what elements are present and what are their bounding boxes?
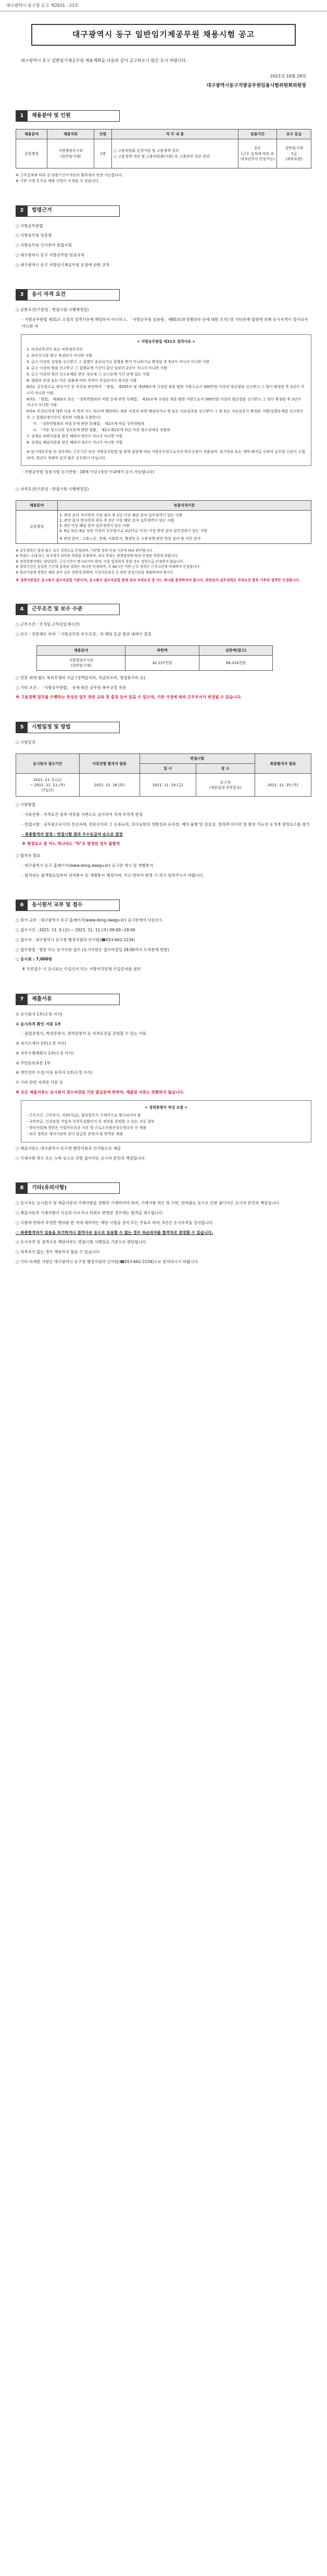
table-cell: 2021. 11. 25.(목) — [255, 774, 311, 797]
box-title: < 경력증명서 작성 요령 > — [144, 1105, 188, 1110]
table-cell: 64,214천원 — [199, 655, 273, 670]
list-item: 3. 3년 이상 해당 분야 실무경력이 있는 사람 — [59, 524, 130, 528]
list-item: ○ 보수 : 연봉제로 하며 「지방공무원 보수규정」의 해당 등급 범위 내에서 결정 — [16, 631, 152, 636]
list-item: ○ 대구광역시 동구 지방공무원 임용규칙 — [16, 252, 84, 257]
section-title: 기타(유의사항) — [32, 1185, 67, 1191]
list-item: ○ 응시자격 및 결격사유 해당여부는 면접시험 시행일을 기준으로 판단합니다. — [16, 1240, 147, 1245]
list-item: 나. 「아동·청소년의 성보호에 관한 법률」 제2조제2호에 따른 아동·청소년대상 성범죄 — [33, 427, 170, 432]
list-item: ※ 우편접수 시 응시료는 수입인지 또는 지방자치단체 수입증지를 첨부 — [22, 967, 141, 971]
career-certificate-box — [21, 1100, 311, 1142]
section-header — [16, 1182, 120, 1194]
table-header: 임용자격기준 — [58, 500, 311, 510]
section-legal-basis — [16, 205, 311, 269]
schedule-lead: ○ 시험일정 — [16, 740, 35, 745]
table-cell: 2021. 11. 16.(화) — [79, 774, 140, 797]
list-item: - 영리사업체 경력은 사업자등록증 사본 및 근로소득원천징수영수증 등 제출 — [27, 1126, 146, 1130]
section-notices — [16, 1182, 311, 1265]
list-item: 6의2. 공무원으로 재직기간 중 직무와 관련하여 「형법」 제355조 및 제356조에 규정된 죄를 범한 사람으로서 300만원 이상의 벌금형을 선고받고 그 형이 확정된 후 2년이 지나지 아니한 사람 — [27, 384, 305, 395]
table-header: 서류전형 합격자 발표 — [79, 753, 140, 773]
section-header — [16, 604, 120, 615]
document-number: 대구광역시 동구청 공고 제2021 - 21호 — [0, 0, 327, 11]
list-item: ⑥ 개인정보 수집·이용 동의서 1부(소정 서식) — [16, 1070, 93, 1075]
list-item: ○ 지방공무원 인사분야 통합지침 — [16, 243, 72, 248]
table-cell: 1명 — [94, 139, 112, 168]
table-header: 일 시 — [140, 764, 196, 774]
list-item: - 최종합격자 결정 : 면접시험 결과 우수등급자 순으로 결정 — [22, 831, 123, 837]
list-item: ○ 기재사항 착오 또는 누락 등으로 인한 불이익은 응시자 본인의 책임입니다. — [16, 1155, 146, 1161]
table-header: 최종합격자 발표 — [255, 753, 311, 773]
table-cell: 2년 (근무 실적에 따라 최대 5년까지 연장가능) — [238, 139, 277, 168]
list-item: ○ 시험에 관하여 부정한 행위를 한 자에 대하여는 해당 시험을 정지 또는 무효로 하며, 5년간 응시자격을 정지합니다. — [16, 1220, 214, 1225]
box-title: < 지방공무원법 제31조 결격사유 > — [136, 339, 196, 344]
list-item: ○ 연봉 외에 별도 복리후생비 지급 (정액급식비, 직급보조비, 명절휴가비 등) — [16, 675, 145, 680]
table-header: 보수 등급 — [277, 129, 311, 139]
list-item: 6의4. 미성년자에 대한 다음 각 목의 어느 하나에 해당하는 죄를 저질러 파면·해임되거나 형 또는 치료감호를 선고받아 그 형 또는 치료감호가 확정된 사람(집행유예를 선고받은 후 그 집행유예기간이 경과한 사람을 포함한다) — [27, 409, 304, 420]
method-lead: ○ 시험방법 — [16, 802, 35, 808]
list-item: - 서류전형 : 자격요건 충족 여부를 서면으로 심사하여 적격·부적격 판정 — [22, 812, 143, 817]
list-item: 2. 관련 분야 학사학위 취득 후 2년 이상 해당 분야 실무경력이 있는 사람 — [59, 518, 174, 523]
announce-lead: ○ 합격자 발표 — [16, 853, 41, 858]
list-item: ④ 직무수행계획서 1부(소정 서식) — [16, 1050, 74, 1056]
table-header: 장 소 — [196, 764, 255, 774]
section-title: 시험일정 및 방법 — [32, 724, 71, 730]
recruitment-table — [16, 129, 311, 168]
page-title: 대구광역시 동구 일반임기제공무원 채용시험 공고 — [31, 24, 296, 46]
section-schedule — [16, 722, 311, 879]
common-requirement-lead: ○ 공통요건(기준일 : 면접시험 시행예정일) — [16, 307, 89, 313]
table-cell: 지방행정주사보 (일반임기제) — [47, 139, 94, 168]
list-item: - 합격자는 합격발표일부터 전자통지 등 개별통지 예정이며, 주소·연락처 변경 시 즉시 알려주시기 바랍니다. — [22, 873, 204, 878]
table-cell: ○ 고용위원회 운영지원 및 고용정책 업무 ○ 고용정책 개선 및 고용위원회(지원) 등 고용관련 업무 관련 — [112, 139, 238, 168]
note-line: ※ 실무경력은 법정 필수 실무 경력으로 인정되며, 기관별 경력 인정 기준에 따라 판단합니다. — [16, 548, 154, 553]
announce-date: 2021년 10월 29일 — [270, 74, 306, 79]
list-item: ○ 원서 교부 : 대구광역시 동구 홈페이지(www.dong.daegu.kr) 공고란에서 다운로드 — [16, 918, 163, 923]
table-header: 면접시험 — [140, 753, 255, 763]
list-item: 2. 파산선고를 받고 복권되지 아니한 사람 — [27, 354, 92, 358]
list-item: ⑤ 주민등록초본 1부 — [16, 1060, 51, 1065]
table-cell: 공통행정 — [16, 511, 58, 544]
list-item: 가. 「성폭력범죄의 처벌 등에 관한 특례법」 제2조에 따른 성폭력범죄 — [33, 422, 145, 426]
list-item: ○ 기타 조건 : 「지방공무원법」 등에 따른 공무원 복무규정 적용 — [16, 685, 127, 690]
qualification-table — [16, 500, 311, 544]
list-item: ○ 기타 자세한 사항은 대구광역시 동구청 행정지원과 인사팀(☎053-662-2234)으로 문의하시기 바랍니다. — [16, 1259, 199, 1264]
list-item: ○ 응시료 : 7,000원 — [16, 957, 53, 962]
section-title: 근무조건 및 보수 수준 — [32, 606, 83, 612]
list-item: - 근무기간, 근무부서, 직위(직급), 담당업무가 구체적으로 명시되어야 함 — [27, 1113, 141, 1118]
section-number: 5 — [16, 722, 28, 733]
list-item: - 외국 경력은 재직기관의 장이 발급한 증명서 및 번역본 제출 — [27, 1132, 123, 1137]
table-cell: 42,137천원 — [125, 655, 199, 670]
note-line: ※ 경력기간은 동일한 기간에 중복된 경력은 하나만 인정하며, 주 40시간 미만 근무 경력은 근무시간에 비례하여 인정합니다. — [16, 565, 201, 569]
list-item: ○ 지방공무원 임용령 — [16, 233, 52, 238]
common-requirement-text: - 지방공무원법 제31조 소정의 결격사유에 해당하지 아니하고, 「지방공무원 임용령」제65조(부정행위자 등에 대한 조치) 및 기타관계 법령에 의해 응시자격이 정지되지 아니한 자 — [22, 317, 308, 329]
table-cell: 2021. 11. 19.(금) — [140, 774, 196, 797]
list-item: - 국민연금, 건강보험 가입자 자격득실확인서 등 경력을 증빙할 수 있는 서류 첨부 — [27, 1120, 155, 1124]
list-item: 1. 관련 분야 석사학위 이상 취득 후 1년 이상 해당 분야 실무경력이 있는 사람 — [59, 513, 183, 518]
age-note: - 지방공무원 임용시험 응시연령 : 18세 이상 (정년 이내에서 응시 가능합니다) — [22, 470, 155, 475]
section-title: 제출서류 — [32, 996, 52, 1002]
note-line-important: ※ 고용정책 업무를 수행하는 특성상 업무 관련 교육 및 출장 등이 있을 수 있으며, 기관 사정에 따라 근무부서가 변경될 수 있습니다. — [16, 695, 242, 700]
list-item: 5. 금고 이상의 형의 선고유예를 받은 경우에 그 선고유예 기간 중에 있는 사람 — [27, 372, 150, 376]
section-title: 응시 자격 요건 — [32, 292, 66, 297]
list-item: ③ 자기소개서 1부(소정 서식) — [16, 1041, 66, 1046]
list-item: ⑦ 기타 관련 자격증 사본 등 — [16, 1080, 64, 1085]
section-documents — [16, 994, 311, 1162]
table-header: 응시원서 접수기간 — [16, 753, 80, 773]
list-item: - 졸업증명서, 학위증명서, 경력증명서 등 자격요건을 증빙할 수 있는 서류 — [22, 1031, 147, 1036]
list-item: - 면접시험 : 공무원으로서의 정신자세, 전문지식과 그 응용능력, 의사표현의 정확성과 논리성, 예의·품행 및 성실성, 창의력·의지력 및 발전 가능성 등 5개 평정요소를 평가 — [22, 822, 310, 827]
list-item: - 대구광역시 동구 홈페이지(www.dong.daegu.kr) 공고란 게시 및 개별통지 — [22, 863, 154, 868]
note-line: ※ 경력증명서에는 담당업무, 근무기간이 명시되어야 하며, 이를 입증하지 못할 경우 경력으로 인정하지 않습니다. — [16, 559, 184, 564]
list-item: ① 응시원서 1부(소정 서식) — [16, 1011, 62, 1017]
qualification-lead: ○ 자격요건(기준일 : 면접시험 시행예정일) — [16, 487, 89, 492]
list-item: 3. 금고 이상의 실형을 선고받고 그 집행이 종료되거나 집행을 받지 아니하기로 확정된 후 5년이 지나지 아니한 사람 — [27, 360, 210, 365]
list-item: 7. 징계로 파면처분을 받은 때부터 5년이 지나지 아니한 사람 — [27, 434, 123, 438]
table-header: 임용기간 — [238, 129, 277, 139]
list-item: 4. 8급 또는 8급 상당 이상의 공무원으로 2년(7급 이상) 이상 관련 분야 실무경력이 있는 사람 — [59, 529, 208, 534]
section-header — [16, 900, 120, 911]
section-header — [16, 994, 120, 1005]
list-item: ○ 제출서류는 대구광역시 동구청 행정지원과 인사팀으로 제출 — [16, 1146, 121, 1151]
section-header — [16, 110, 120, 122]
table-header: 상한액(참고) — [199, 645, 273, 655]
box-note: ※ 임기제공무원 의 경우에도 근무기간 동안 지방공무원법 및 관계 법령에 따라 지방공무원으로서의 복무규정이 적용되며, 임기만료 또는 계약 해지로 인하여 공무원 신분이 소멸되며, 정년이 정해져 있지 않은 공무원이 아닙니다. — [27, 449, 305, 460]
table-cell: 2021. 11. 5.(금) ~ 2021. 11. 11.(목) (7일간) — [16, 774, 80, 797]
list-item: 8. 징계로 해임처분을 받은 때부터 3년이 지나지 아니한 사람 — [27, 440, 123, 445]
disqualification-box — [21, 334, 311, 466]
list-item: 6. 법원의 판결 또는 다른 법률에 따라 자격이 상실되거나 정지된 사람 — [27, 378, 137, 383]
table-header: 채용직위 — [47, 129, 94, 139]
table-cell: 동구청 (세부일정 추후통보) — [196, 774, 255, 797]
list-item: ※ 관련 분야 : 고용노동, 경제, 사회복지, 행정학 등 고용정책 관련 학문 분야 및 직무 분야 — [59, 536, 201, 541]
qualification-cell — [58, 511, 311, 544]
section-title: 응시원서 교부 및 접수 — [32, 902, 83, 908]
note-line-important: ※ 모든 제출서류는 응시원서 접수마감일 기준 발급분에 한하며, 제출된 서류는 반환하지 않습니다. — [16, 1089, 185, 1095]
section-recruitment — [16, 110, 311, 185]
list-item: ② 응시자격 확인 서류 1부 — [16, 1021, 61, 1026]
section-application — [16, 900, 311, 973]
intro-text: 대구광역시 동구 일반임기제공무원 채용계획을 다음과 같이 공고하오니 많은 응시 바랍니다. — [21, 58, 187, 63]
list-item: 4. 금고 이상의 형을 선고받고 그 집행유예 기간이 끝난 날부터 2년이 지나지 아니한 사람 — [27, 366, 167, 371]
list-item: ○ 응시자는 응시원서 및 제출서류의 기재사항을 정확히 기재하여야 하며, 기재사항 착오 및 누락, 연락불능 등으로 인한 불이익은 응시자 본인의 책임입니다. — [16, 1201, 281, 1206]
section-title: 법령근거 — [32, 207, 52, 214]
section-eligibility — [16, 289, 311, 583]
list-item: ※ 평정요소 중 어느 하나라도 "하"로 평정된 경우 불합격 — [22, 841, 120, 847]
section-number: 4 — [16, 604, 28, 615]
issuing-organization: 대구광역시동구지방공무원임용시험위원회위원장 — [206, 83, 306, 88]
list-item: ○ 적격자가 없는 경우 채용하지 않을 수 있습니다. — [16, 1250, 101, 1255]
schedule-table — [16, 753, 311, 797]
table-cell: 일반임기제 7급 (최하호봉) — [277, 139, 311, 168]
table-header: 채용분야 — [37, 645, 125, 655]
pay-table — [36, 645, 273, 671]
table-header: 인원 — [94, 129, 112, 139]
list-item: 6의3. 「형법」 제303조 또는 「성폭력범죄의 처벌 등에 관한 특례법」 제10조에 규정된 죄를 범한 사람으로서 300만원 이상의 벌금형을 선고받고 그 형이 확정된 후 3년이 지나지 아니한 사람 — [27, 397, 301, 408]
list-item: 1. 피성년후견인 또는 피한정후견인 — [27, 347, 83, 352]
section-number: 7 — [16, 994, 28, 1005]
section-number: 6 — [16, 900, 28, 910]
list-item: ○ 접수방법 : 방문 또는 등기우편 접수 (등기우편은 접수마감일 18:00까지 도착분에 한함) — [16, 947, 169, 952]
table-header: 직 무 내 용 — [112, 129, 238, 139]
table-header: 하한액 — [125, 645, 199, 655]
list-item: ○ 제출서류의 기재사항이 사실과 다르거나 허위로 판명된 경우에는 합격을 취소합니다. — [16, 1211, 164, 1216]
table-cell: 지방행정주사보 (일반임기제) — [37, 655, 125, 670]
section-number: 3 — [16, 290, 28, 300]
section-header — [16, 205, 120, 217]
table-header: 채용분야 — [16, 129, 47, 139]
list-item: ○ 접수기간 : 2021. 11. 5.(금) ~ 2021. 11. 11.(목) 09:00~18:00 — [16, 928, 135, 932]
section-number: 2 — [16, 206, 28, 216]
note-line: ※ 학위는 국내 또는 외국에서 취득한 학위를 포함하며, 외국 학위는 관계법령에 따라 인정된 학위에 한합니다. — [16, 554, 179, 558]
section-header — [16, 722, 120, 733]
note-line: ※ 기관 사정 등으로 채용 인원이 조정될 수 있습니다. — [16, 179, 100, 184]
list-item: ○ 최종합격자가 임용을 포기하거나 결격사유 등으로 임용할 수 없는 경우 차순위자를 합격자로 결정할 수 있습니다. — [16, 1230, 213, 1235]
note-line: ※ 근무실적에 따라 총 임용기간이 5년의 범위에서 연장 가능합니다. — [16, 173, 123, 178]
section-conditions — [16, 604, 311, 701]
list-item: ○ 지방공무원법 — [16, 223, 43, 228]
list-item: ○ 접수처 : 대구광역시 동구청 행정지원과 인사팀(☎053-662-2234) — [16, 937, 135, 942]
section-header — [16, 289, 120, 301]
section-title: 채용분야 및 인원 — [32, 112, 71, 119]
section-number: 1 — [16, 111, 28, 121]
table-cell: 공통행정 — [16, 139, 47, 168]
note-line: ※ 영리사업체 경력은 해당 분야 실무 경력에 한하며, 사업자등록증 등 관련 증빙서류를 제출하여야 합니다. — [16, 570, 174, 575]
section-number: 8 — [16, 1183, 28, 1193]
list-item: ○ 대구광역시 동구 지방임기제공무원 운영에 관한 규칙 — [16, 262, 110, 267]
list-item: ○ 근무조건 : 주 5일 근무(1일 8시간) — [16, 622, 80, 627]
note-line-important: ※ 경력기준일은 응시원서 접수마감일 기준이며, 응시원서 접수마감일 현재 위의 자격요건 중 어느 하나를 충족하여야 합니다. 관련분야 실무경력은 자격요건 충족 이후의 경력만 인정합니다. — [16, 578, 300, 582]
table-header: 채용분야 — [16, 500, 58, 510]
